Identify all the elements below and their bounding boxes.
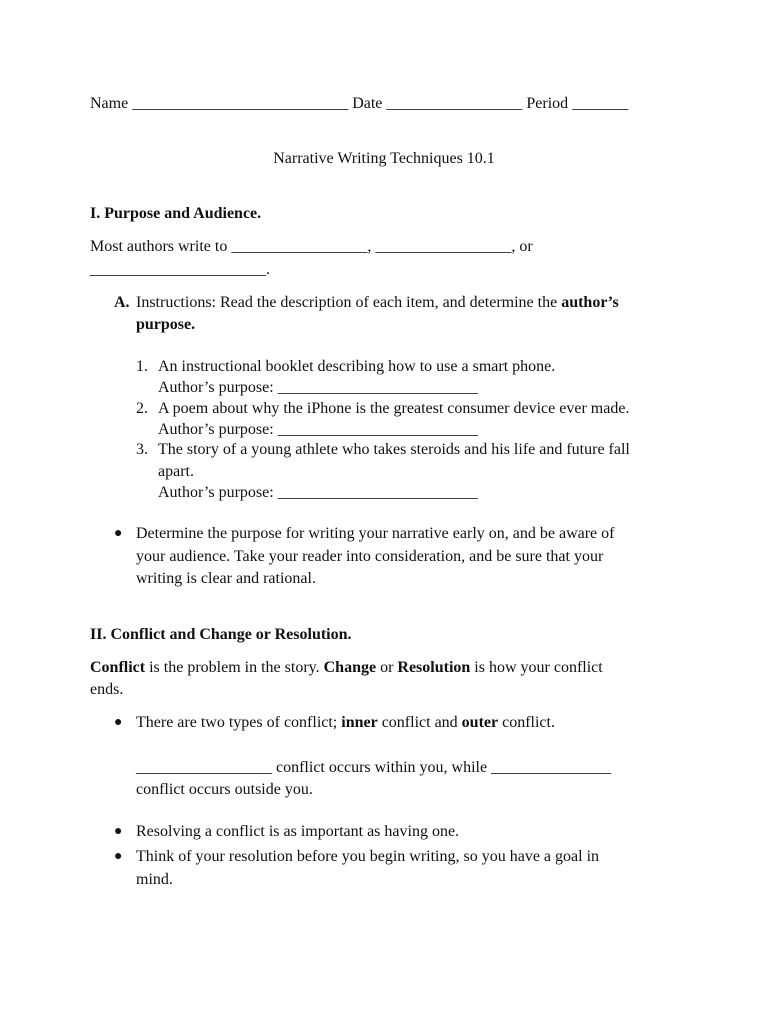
conflict-intro-line-2: ends. xyxy=(90,681,124,698)
name-label: Name xyxy=(90,95,129,112)
date-label: Date xyxy=(352,95,383,112)
bullet-icon: ● xyxy=(114,824,123,839)
item-text: An instructional booklet describing how to use a smart phone. xyxy=(158,358,556,375)
conflict-intro-line-1: Conflict is the problem in the story. Change or Resolution is how your conflict xyxy=(90,659,603,676)
item-purpose-blank: Author’s purpose: _________________________ xyxy=(158,379,478,396)
item-number: 2. xyxy=(136,400,148,417)
period-label: Period xyxy=(526,95,569,112)
item-purpose-blank: Author’s purpose: _________________________ xyxy=(158,484,478,501)
conflict-fill-line-1: _________________ conflict occurs within you, while _______________ xyxy=(136,759,612,776)
section-1-heading: I. Purpose and Audience. xyxy=(90,205,262,222)
page-title: Narrative Writing Techniques 10.1 xyxy=(273,150,495,167)
conflict-fill-line-2: conflict occurs outside you. xyxy=(136,781,313,798)
bullet-text: your audience. Take your reader into consideration, and be sure that your xyxy=(136,548,604,565)
item-text: The story of a young athlete who takes steroids and his life and future fall xyxy=(158,441,630,458)
bullet-icon: ● xyxy=(114,849,123,864)
header-line xyxy=(90,93,628,115)
bullet-text: Determine the purpose for writing your narrative early on, and be aware of xyxy=(136,525,615,542)
bullet-text: writing is clear and rational. xyxy=(136,570,316,587)
date-blank: _________________ xyxy=(386,95,523,112)
purposes-line-2: ______________________. xyxy=(90,261,270,278)
item-text: A poem about why the iPhone is the greatest consumer device ever made. xyxy=(158,400,630,417)
purposes-line-1: Most authors write to _________________, _________________, or xyxy=(90,238,533,255)
bullet-text-continued: mind. xyxy=(136,871,173,888)
name-blank: ___________________________ xyxy=(132,95,349,112)
item-number: 1. xyxy=(136,358,148,375)
list-marker-a: A. xyxy=(114,294,130,311)
period-blank: _______ xyxy=(572,95,629,112)
item-text-continued: apart. xyxy=(158,463,194,480)
item-number: 3. xyxy=(136,441,148,458)
bullet-icon: ● xyxy=(114,715,123,730)
instructions-line-2: purpose. xyxy=(136,316,196,333)
instructions-line-1: Instructions: Read the description of each item, and determine the author’s xyxy=(136,294,619,311)
bullet-text: Think of your resolution before you begin writing, so you have a goal in xyxy=(136,848,600,865)
conflict-types-text: There are two types of conflict; inner conflict and outer conflict. xyxy=(136,714,555,731)
bullet-text: Resolving a conflict is as important as having one. xyxy=(136,823,460,840)
item-purpose-blank: Author’s purpose: _________________________ xyxy=(158,421,478,438)
section-2-heading: II. Conflict and Change or Resolution. xyxy=(90,626,352,643)
bullet-icon: ● xyxy=(114,526,123,541)
